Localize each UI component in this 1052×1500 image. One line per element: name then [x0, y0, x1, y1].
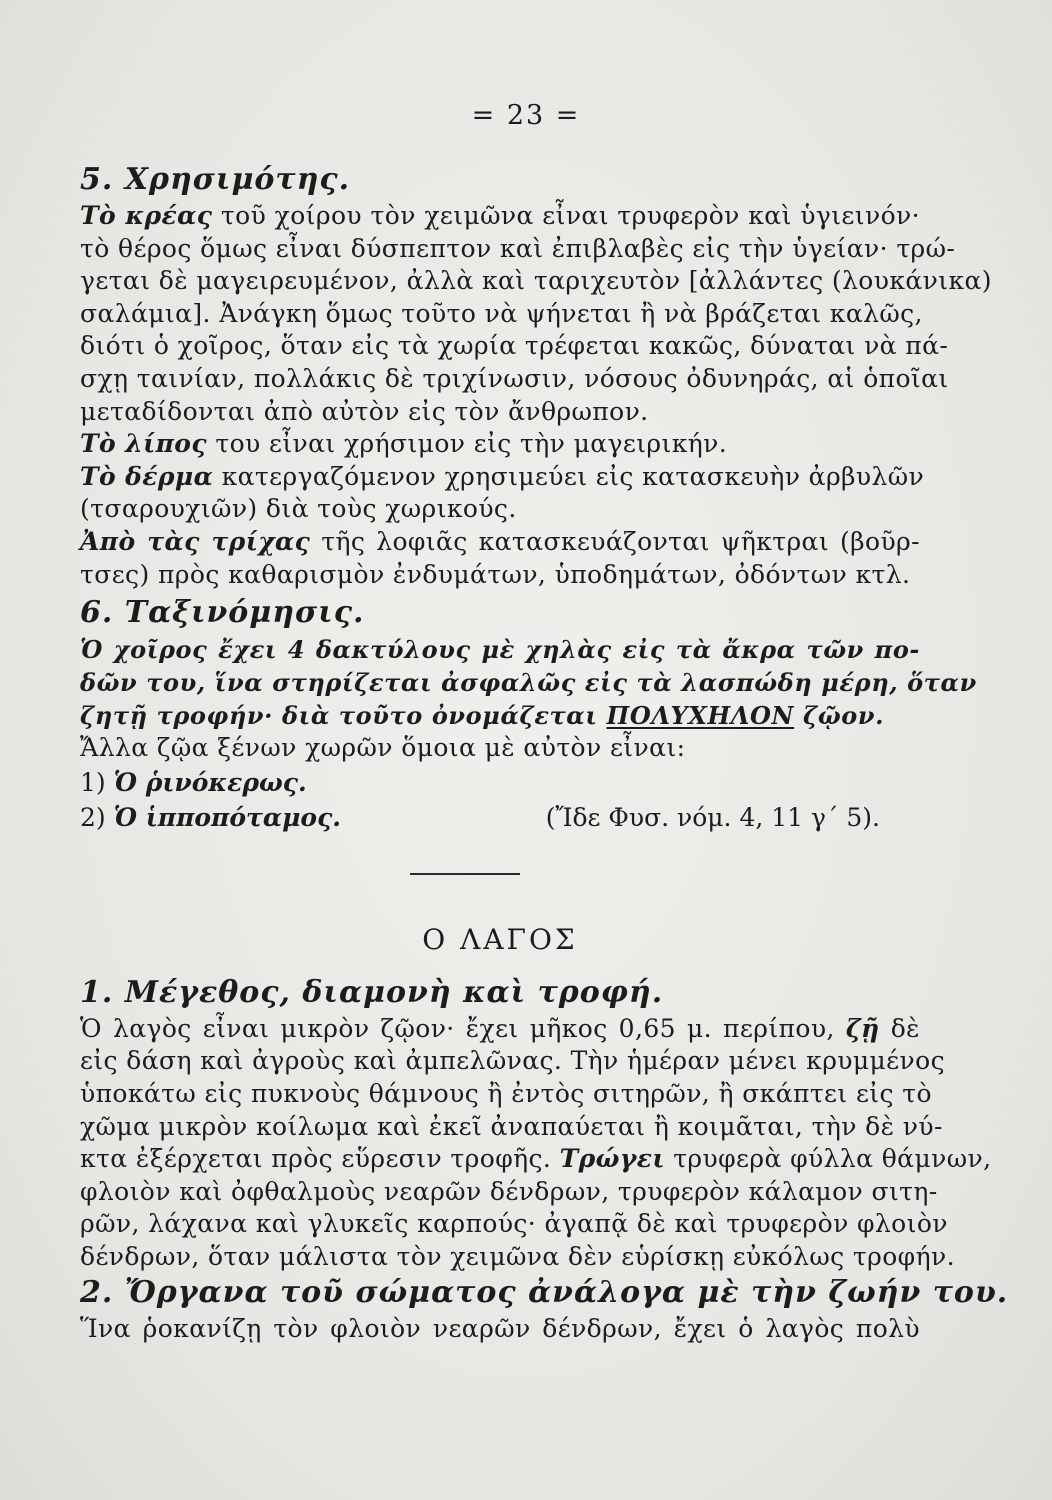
text-run: τρυφερὰ φύλλα θάμνων, [673, 1144, 992, 1174]
paragraph-meat [80, 200, 920, 233]
bold-text-line [80, 699, 920, 732]
text-line: μεταδίδονται ἀπὸ αὐτὸν εἰς τὸν ἄνθρωπον. [80, 396, 649, 426]
bold-term: Τὸ κρέας [80, 201, 213, 230]
text-line: δένδρων, ὅταν μάλιστα τὸν χειμῶνα δὲν εὑρίσκῃ εὐκόλως τροφήν. [80, 1241, 955, 1271]
text-line [80, 1013, 920, 1046]
list-name: Ὁ ἱπποπόταμος. [113, 802, 341, 832]
underlined-term: ΠΟΛΥΧΗΛΟΝ [606, 701, 795, 731]
text-run: ζῷον. [803, 701, 885, 731]
list-number: 1) [80, 767, 106, 797]
text-line: διότι ὁ χοῖρος, ὅταν εἰς τὰ χωρία τρέφεται κακῶς, δύναται νὰ πά- [80, 331, 949, 361]
page-number: = 23 = [471, 100, 581, 131]
cross-reference: (Ἴδε Φυσ. νόμ. 4, 11 γ΄ 5). [545, 802, 880, 832]
text-line: ὑποκάτω εἰς πυκνοὺς θάμνους ἢ ἐντὸς σιτηρῶν, ἢ σκάπτει εἰς τὸ [80, 1078, 932, 1108]
paragraph-bristles [80, 526, 920, 559]
text-line: τὸ θέρος ὅμως εἶναι δύσπεπτον καὶ ἐπιβλαβὲς εἰς τὴν ὑγείαν· τρώ- [80, 233, 956, 263]
text-line: Ἵνα ῥοκανίζῃ τὸν φλοιὸν νεαρῶν δένδρων, ἔχει ὁ λαγὸς πολὺ [80, 1314, 920, 1344]
text-line: χῶμα μικρὸν κοίλωμα καὶ ἐκεῖ ἀναπαύεται ἢ κοιμᾶται, τὴν δὲ νύ- [80, 1111, 943, 1141]
text-line: εἰς δάση καὶ ἀγροὺς καὶ ἀμπελῶνας. Τὴν ἡμέραν μένει κρυμμένος [80, 1046, 945, 1076]
text-line: φλοιὸν καὶ ὀφθαλμοὺς νεαρῶν δένδρων, τρυφερὸν κάλαμον σιτη- [80, 1176, 938, 1206]
bold-term: Ἀπὸ τὰς τρίχας [80, 526, 311, 556]
bold-text-line: Ὁ χοῖρος ἔχει 4 δακτύλους μὲ χηλὰς εἰς τὰ ἄκρα τῶν πο- [80, 635, 920, 665]
section-heading-classification: 6. Ταξινόμησις. [80, 595, 365, 631]
text-line: (τσαρουχιῶν) διὰ τοὺς χωρικούς. [80, 494, 517, 524]
paragraph-skin [80, 461, 925, 494]
text-run: του εἶναι χρήσιμον εἰς τὴν μαγειρικήν. [215, 429, 728, 459]
text-run: Ὁ λαγὸς εἶναι μικρὸν ζῷον· ἔχει μῆκος 0,65 μ. περίπου, [80, 1013, 835, 1043]
bold-term: ζῇ [845, 1013, 880, 1043]
section-heading-organs: 2. Ὄργανα τοῦ σώματος ἀνάλογα μὲ τὴν ζωήν του. [80, 1275, 1009, 1311]
text-line: γεται δὲ μαγειρευμένον, ἀλλὰ καὶ ταριχευτὸν [ἀλλάντες (λουκάνικα) [80, 266, 992, 296]
bold-term: Τὸ λίπος [80, 429, 208, 459]
section-heading-usefulness: 5. Χρησιμότης. [80, 162, 351, 197]
text-run: τοῦ χοίρου τὸν χειμῶνα εἶναι τρυφερὸν καὶ ὑγιεινόν· [220, 201, 920, 230]
chapter-title: Ο ΛΑΓΟΣ [422, 922, 578, 956]
text-run: κατεργαζόμενον χρησιμεύει εἰς κατασκευὴν ἀρβυλῶν [221, 461, 925, 491]
bold-term: Τὸ δέρμα [80, 461, 214, 491]
bold-term: Τρώγει [559, 1144, 665, 1174]
text-line [80, 1143, 992, 1176]
text-line: σαλάμια]. Ἀνάγκη ὅμως τοῦτο νὰ ψήνεται ἢ νὰ βράζεται καλῶς, [80, 298, 923, 328]
text-line: Ἄλλα ζῷα ξένων χωρῶν ὅμοια μὲ αὐτὸν εἶναι: [80, 733, 686, 763]
list-item [80, 800, 920, 835]
text-line: ρῶν, λάχανα καὶ γλυκεῖς καρπούς· ἀγαπᾷ δὲ καὶ τρυφερὸν φλοιὸν [80, 1209, 948, 1239]
text-run: δὲ [890, 1013, 920, 1043]
text-line: τσες) πρὸς καθαρισμὸν ἐνδυμάτων, ὑποδημάτων, ὀδόντων κτλ. [80, 559, 911, 589]
section-divider [410, 873, 520, 875]
paragraph-fat [80, 428, 920, 461]
text-run: ζητῇ τροφήν· διὰ τοῦτο ὀνομάζεται [80, 701, 598, 731]
list-item [80, 765, 920, 800]
page-body [80, 160, 1009, 1346]
text-run: κτα ἐξέρχεται πρὸς εὕρεσιν τροφῆς. [80, 1144, 552, 1174]
list-name: Ὁ ῥινόκερως. [113, 767, 307, 797]
bold-text-line: δῶν του, ἵνα στηρίζεται ἀσφαλῶς εἰς τὰ λασπώδη μέρη, ὅταν [80, 668, 977, 698]
list-number: 2) [80, 802, 106, 832]
text-line: σχῃ ταινίαν, πολλάκις δὲ τριχίνωσιν, νόσους ὀδυνηράς, αἱ ὁποῖαι [80, 363, 949, 393]
text-run: τῆς λοφιᾶς κατασκευάζονται ψῆκτραι (βοῦρ- [321, 526, 920, 556]
section-heading-size: 1. Μέγεθος, διαμονὴ καὶ τροφή. [80, 974, 664, 1010]
